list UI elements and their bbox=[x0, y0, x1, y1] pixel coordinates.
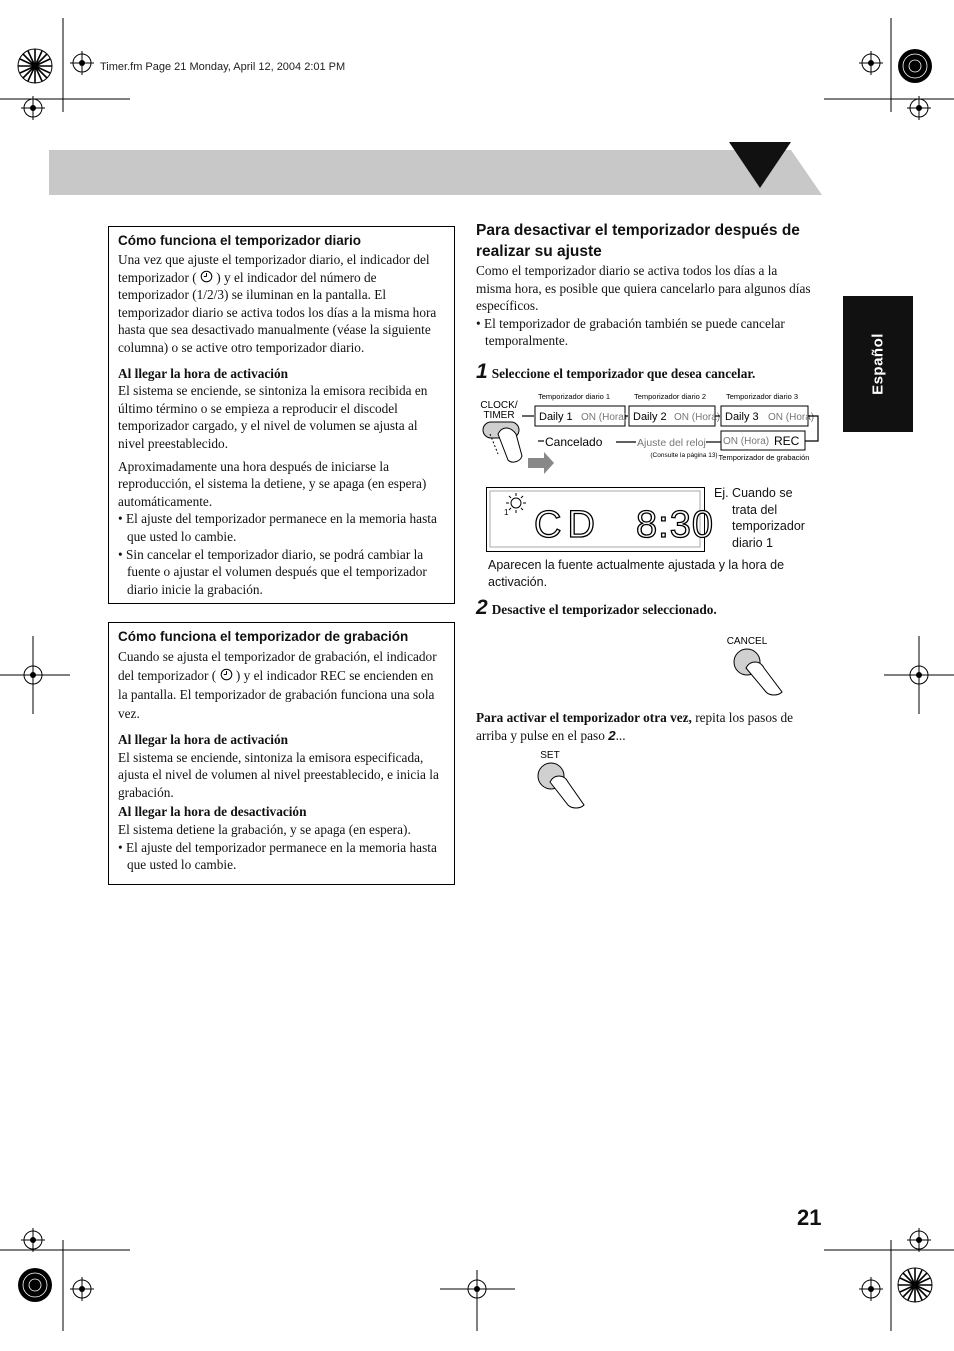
section-heading: Para desactivar el temporizador después de realizar su ajuste bbox=[476, 222, 800, 260]
section-intro: Como el temporizador diario se activa todos los días a la misma hora, es posible que quiera cancelarlo para algunos días específicos. bbox=[476, 263, 811, 314]
rec-deactivation-subtitle: Al llegar la hora de desactivación bbox=[118, 804, 307, 820]
step-number: 2 bbox=[476, 596, 488, 619]
step-number: 1 bbox=[476, 360, 488, 383]
rec-label: REC bbox=[774, 434, 800, 448]
header-band bbox=[49, 150, 822, 195]
page-number: 21 bbox=[797, 1205, 822, 1230]
rec-timer-box bbox=[108, 622, 455, 885]
daily-auto-off-text: Aproximadamente una hora después de iniciarse la reproducción, el sistema la detiene, y se apaga (en espera) automáticamente. bbox=[118, 458, 427, 509]
rec-deactivation-text: El sistema detiene la grabación, y se apaga (en espera). bbox=[118, 821, 411, 837]
list-item: • El ajuste del temporizador permanece en la memoria hasta que usted lo cambie. bbox=[118, 839, 437, 873]
timer-flow-diagram bbox=[476, 390, 826, 470]
daily3-label: Daily 3 bbox=[725, 411, 759, 423]
timer-indicator-icon bbox=[200, 270, 213, 283]
daily-activation-subtitle: Al llegar la hora de activación bbox=[118, 365, 289, 381]
step-1 bbox=[476, 360, 816, 384]
language-tab bbox=[843, 296, 913, 432]
daily2-label: Daily 2 bbox=[633, 411, 667, 423]
step-text: Desactive el temporizador seleccionado. bbox=[491, 602, 717, 617]
list-item: • El temporizador de grabación también se puede cancelar temporalmente. bbox=[476, 315, 785, 349]
clock-timer-label-1: CLOCK/ bbox=[480, 400, 518, 411]
step-text: Seleccione el temporizador que desea cancelar. bbox=[491, 366, 756, 381]
daily-timer-intro: Una vez que ajuste el temporizador diario, el indicador del temporizador ( ) y el indicador del número de temporizador (1/2/3) se iluminan en la pantalla. El temporizador diario se activa todos los días a la misma hora hasta que sea desactivado manualmente (véase la siguiente columna) o se active otro temporizador diario. bbox=[118, 252, 437, 355]
ajuste-reloj-label: Ajuste del reloj bbox=[637, 437, 706, 449]
reactivate-text: Para activar el temporizador otra vez, repita los pasos de arriba y pulse en el paso 2... bbox=[476, 710, 794, 743]
on-hora-label: ON (Hora) bbox=[674, 412, 721, 423]
rec-timer-intro: Cuando se ajusta el temporizador de grabación, el indicador del temporizador ( ) y el indicador REC se encienden en la pantalla. El temporizador de grabación funciona una sola vez. bbox=[118, 649, 437, 721]
cancelado-label: Cancelado bbox=[545, 435, 603, 449]
label-timer-2: Temporizador diario 2 bbox=[633, 392, 707, 401]
temp-grabacion-label: Temporizador de grabación bbox=[718, 453, 810, 462]
timer-number: 1 bbox=[504, 508, 509, 517]
file-info-header: Timer.fm Page 21 Monday, April 12, 2004 2:01 PM bbox=[100, 61, 346, 73]
consulte-label: (Consulte la página 13) bbox=[650, 452, 718, 459]
example-note: Ej. Cuando se trata del temporizador diario 1 bbox=[714, 486, 805, 550]
rec-activation-subtitle: Al llegar la hora de activación bbox=[118, 732, 289, 747]
set-label: SET bbox=[540, 750, 560, 761]
rec-timer-title: Cómo funciona el temporizador de grabación bbox=[118, 629, 409, 644]
daily-timer-box bbox=[108, 226, 455, 604]
language-tab-label: Español bbox=[869, 333, 887, 395]
clock-timer-button-icon bbox=[483, 422, 554, 474]
cancel-button-illustration bbox=[720, 630, 800, 700]
timer-indicator-icon bbox=[220, 668, 233, 681]
label-timer-3: Temporizador diario 3 bbox=[725, 392, 799, 401]
finger-icon bbox=[746, 662, 782, 695]
list-item: • Sin cancelar el temporizador diario, se podrá cambiar la fuente o ajustar el volumen después que el temporizador diario inicie la grabación. bbox=[118, 546, 427, 597]
display-source: CD bbox=[534, 504, 601, 546]
display-time: 8:30 bbox=[636, 504, 714, 546]
set-button-illustration bbox=[530, 745, 600, 815]
daily-timer-title: Cómo funciona el temporizador diario bbox=[118, 233, 362, 248]
clock-timer-label-2: TIMER bbox=[483, 410, 515, 421]
step-2 bbox=[476, 596, 816, 620]
list-item: • El ajuste del temporizador permanece en la memoria hasta que usted lo cambie. bbox=[118, 511, 437, 544]
lcd-display bbox=[486, 487, 714, 553]
display-caption: Aparecen la fuente actualmente ajustada y la hora de activación. bbox=[488, 558, 785, 589]
right-column bbox=[476, 220, 816, 350]
finger-icon bbox=[550, 776, 584, 808]
on-hora-label: ON (Hora) bbox=[723, 436, 770, 447]
cancel-label: CANCEL bbox=[726, 636, 768, 647]
label-timer-1: Temporizador diario 1 bbox=[537, 392, 611, 401]
daily-activation-text: El sistema se enciende, se sintoniza la emisora recibida en último término o se empieza a reproducir el discodel temporizador cargado, y el nivel de volumen se ajusta al nivel preestablecido. bbox=[118, 383, 428, 451]
daily1-label: Daily 1 bbox=[539, 411, 573, 423]
on-hora-label: ON (Hora) bbox=[581, 412, 628, 423]
on-hora-label: ON (Hora) bbox=[768, 412, 815, 423]
rec-activation-text: El sistema se enciende, sintoniza la emisora especificada, ajusta el nivel de volumen al nivel preestablecido, e inicia la grabación. bbox=[118, 749, 439, 800]
